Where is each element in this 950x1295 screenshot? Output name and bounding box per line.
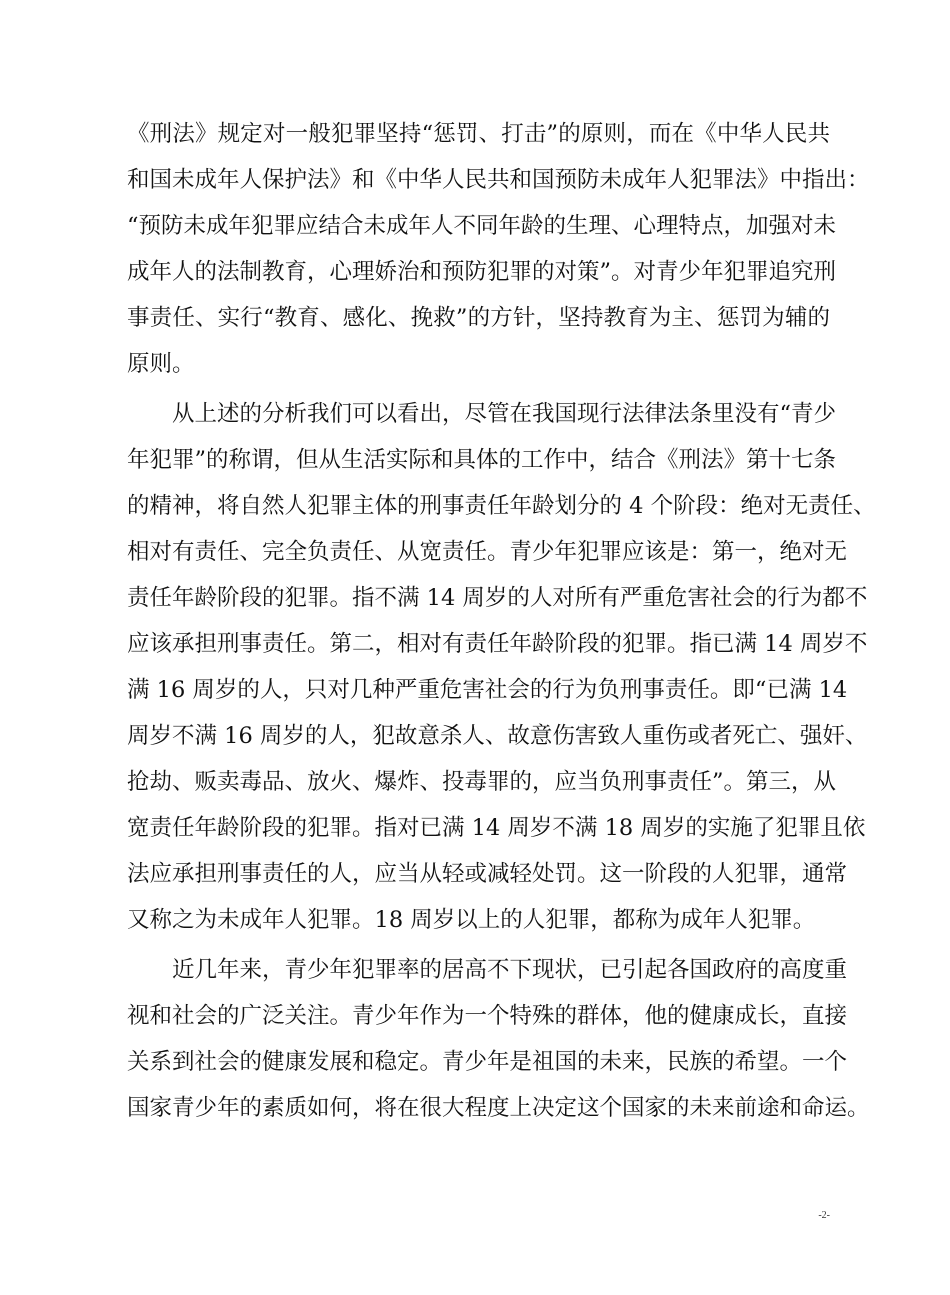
paragraph-1: [127, 111, 870, 387]
text-line: 年犯罪”的称谓，但从生活实际和具体的工作中，结合《刑法》第十七条: [127, 447, 837, 473]
text-line: 宽责任年龄阶段的犯罪。指对已满 14 周岁不满 18 周岁的实施了犯罪且依: [127, 815, 866, 841]
text-line: 《刑法》规定对一般犯罪坚持“惩罚、打击”的原则，而在《中华人民共: [127, 121, 830, 147]
body-text: [127, 111, 876, 1131]
text-line: 从上述的分析我们可以看出，尽管在我国现行法律法条里没有“青少: [172, 401, 837, 427]
text-line: 和国未成年人保护法》和《中华人民共和国预防未成年人犯罪法》中指出：: [127, 167, 870, 193]
page-number: -2-: [818, 1210, 830, 1221]
text-line: 法应承担刑事责任的人，应当从轻或减轻处罚。这一阶段的人犯罪，通常: [127, 861, 848, 887]
text-line: 关系到社会的健康发展和稳定。青少年是祖国的未来，民族的希望。一个: [127, 1049, 848, 1075]
paragraph-2: [127, 391, 876, 943]
text-line: 周岁不满 16 周岁的人，犯故意杀人、故意伤害致人重伤或者死亡、强奸、: [127, 723, 868, 749]
text-line: 的精神，将自然人犯罪主体的刑事责任年龄划分的 4 个阶段：绝对无责任、: [127, 493, 876, 519]
text-line: “预防未成年犯罪应结合未成年人不同年龄的生理、心理特点，加强对未: [127, 213, 837, 239]
text-line: 事责任、实行“教育、感化、挽救”的方针，坚持教育为主、惩罚为辅的: [127, 305, 830, 331]
text-line: 相对有责任、完全负责任、从宽责任。青少年犯罪应该是：第一，绝对无: [127, 539, 848, 565]
text-line: 又称之为未成年人犯罪。18 周岁以上的人犯罪，都称为成年人犯罪。: [127, 907, 816, 933]
text-line: 国家青少年的素质如何，将在很大程度上决定这个国家的未来前途和命运。: [127, 1095, 870, 1121]
text-line: 近几年来，青少年犯罪率的居高不下现状，已引起各国政府的高度重: [172, 957, 848, 983]
text-line: 应该承担刑事责任。第二，相对有责任年龄阶段的犯罪。指已满 14 周岁不: [127, 631, 868, 657]
text-line: 抢劫、贩卖毒品、放火、爆炸、投毒罪的，应当负刑事责任”。第三，从: [127, 769, 837, 795]
text-line: 责任年龄阶段的犯罪。指不满 14 周岁的人对所有严重危害社会的行为都不: [127, 585, 868, 611]
text-line: 视和社会的广泛关注。青少年作为一个特殊的群体，他的健康成长，直接: [127, 1003, 848, 1029]
paragraph-3: [127, 947, 870, 1131]
text-line: 满 16 周岁的人，只对几种严重危害社会的行为负刑事责任。即“已满 14: [127, 677, 848, 703]
text-line: 成年人的法制教育，心理娇治和预防犯罪的对策”。对青少年犯罪追究刑: [127, 259, 837, 285]
text-line: 原则。: [127, 351, 195, 377]
